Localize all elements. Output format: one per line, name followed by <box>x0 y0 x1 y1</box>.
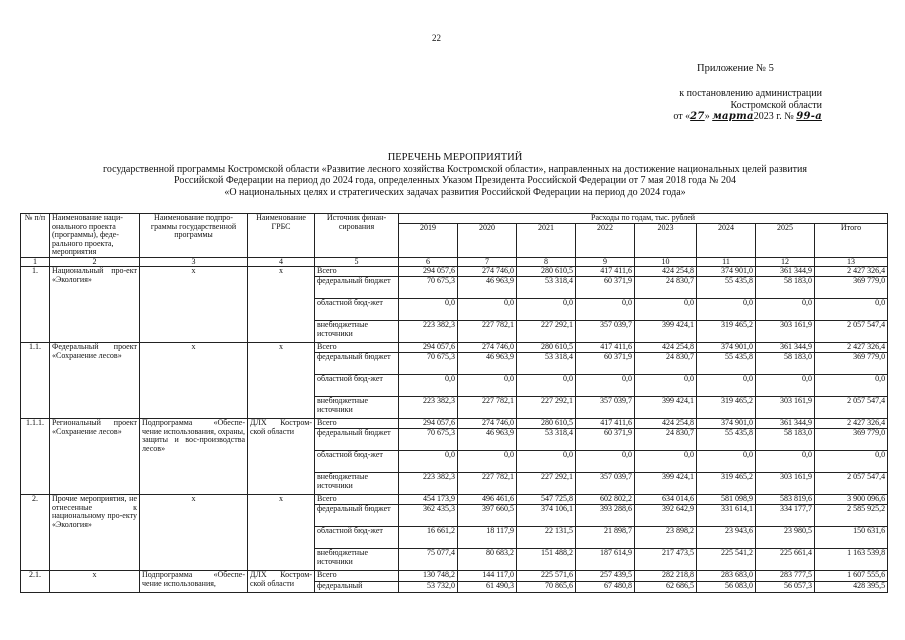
row-funding-source: областной бюд-жет <box>315 527 399 549</box>
resolution-line-1: к постановлению администрации <box>679 88 822 99</box>
row-value: 46 963,9 <box>458 353 517 375</box>
row-value: 227 782,1 <box>458 473 517 495</box>
row-value: 581 098,9 <box>697 495 756 505</box>
table-row <box>21 267 888 277</box>
row-value: 0,0 <box>399 451 458 473</box>
row-grbs: x <box>248 267 315 343</box>
row-number: 1.1. <box>21 343 50 419</box>
row-value: 227 292,1 <box>517 321 576 343</box>
row-project-name: Национальный про-ект «Экология» <box>50 267 140 343</box>
row-value: 0,0 <box>576 299 635 321</box>
row-value: 357 039,7 <box>576 473 635 495</box>
date-prefix: от « <box>673 111 691 122</box>
row-value: 374 106,1 <box>517 505 576 527</box>
row-value: 2 427 326,4 <box>815 267 888 277</box>
row-value: 80 683,2 <box>458 549 517 571</box>
header-year: 2025 <box>756 224 815 257</box>
row-value: 397 660,5 <box>458 505 517 527</box>
measures-table <box>20 213 888 593</box>
row-value: 67 480,8 <box>576 582 635 593</box>
title-heading: ПЕРЕЧЕНЬ МЕРОПРИЯТИЙ <box>387 152 523 163</box>
row-value: 55 435,8 <box>697 429 756 451</box>
column-number: 13 <box>815 257 888 267</box>
row-value: 130 748,2 <box>399 571 458 582</box>
row-value: 303 161,9 <box>756 397 815 419</box>
row-value: 0,0 <box>458 299 517 321</box>
row-value: 53 318,4 <box>517 277 576 299</box>
row-number: 2.1. <box>21 571 50 593</box>
handwritten-month: марта <box>712 111 754 122</box>
row-funding-source: внебюджетные источники <box>315 549 399 571</box>
row-funding-source: Всего <box>315 495 399 505</box>
row-value: 393 288,6 <box>576 505 635 527</box>
row-value: 357 039,7 <box>576 321 635 343</box>
row-value: 1 607 555,6 <box>815 571 888 582</box>
row-value: 2 057 547,4 <box>815 473 888 495</box>
column-number: 11 <box>697 257 756 267</box>
row-value: 22 131,5 <box>517 527 576 549</box>
header-project: Наименование наци-онального проекта (программы), феде-рального проекта, мероприятия <box>50 214 140 258</box>
row-value: 62 686,5 <box>635 582 697 593</box>
row-project-name: Региональный проект «Сохранение лесов» <box>50 419 140 495</box>
row-number: 1.1.1. <box>21 419 50 495</box>
row-value: 24 830,7 <box>635 429 697 451</box>
row-value: 225 661,4 <box>756 549 815 571</box>
row-funding-source: федеральный бюджет <box>315 353 399 375</box>
row-value: 392 642,9 <box>635 505 697 527</box>
document-title <box>40 152 870 198</box>
table-row <box>21 419 888 429</box>
row-value: 70 675,3 <box>399 277 458 299</box>
row-value: 0,0 <box>399 375 458 397</box>
column-number: 9 <box>576 257 635 267</box>
table-header-row-1 <box>21 214 888 224</box>
row-value: 294 057,6 <box>399 343 458 353</box>
row-value: 24 830,7 <box>635 277 697 299</box>
header-expenses: Расходы по годам, тыс. рублей <box>399 214 888 224</box>
table-row <box>21 495 888 505</box>
row-value: 227 292,1 <box>517 473 576 495</box>
row-value: 53 318,4 <box>517 429 576 451</box>
row-value: 424 254,8 <box>635 267 697 277</box>
header-subprogram: Наименование подпро-граммы государственной программы <box>140 214 248 258</box>
row-value: 55 435,8 <box>697 277 756 299</box>
header-year: Итого <box>815 224 888 257</box>
row-value: 280 610,5 <box>517 419 576 429</box>
row-value: 319 465,2 <box>697 473 756 495</box>
row-value: 282 218,8 <box>635 571 697 582</box>
row-value: 227 292,1 <box>517 397 576 419</box>
row-value: 417 411,6 <box>576 419 635 429</box>
row-value: 0,0 <box>697 375 756 397</box>
row-value: 21 898,7 <box>576 527 635 549</box>
row-subprogram: x <box>140 343 248 419</box>
row-value: 417 411,6 <box>576 343 635 353</box>
row-value: 374 901,0 <box>697 267 756 277</box>
column-number: 3 <box>140 257 248 267</box>
row-value: 23 980,5 <box>756 527 815 549</box>
row-value: 274 746,0 <box>458 419 517 429</box>
row-value: 23 943,6 <box>697 527 756 549</box>
row-number: 2. <box>21 495 50 571</box>
row-value: 61 490,3 <box>458 582 517 593</box>
row-value: 361 344,9 <box>756 343 815 353</box>
row-value: 16 661,2 <box>399 527 458 549</box>
row-value: 58 183,0 <box>756 353 815 375</box>
row-value: 374 901,0 <box>697 419 756 429</box>
row-value: 319 465,2 <box>697 321 756 343</box>
row-value: 1 163 539,8 <box>815 549 888 571</box>
row-value: 331 614,1 <box>697 505 756 527</box>
row-project-name: x <box>50 571 140 593</box>
row-value: 0,0 <box>697 451 756 473</box>
row-value: 399 424,1 <box>635 473 697 495</box>
row-value: 361 344,9 <box>756 419 815 429</box>
row-value: 2 057 547,4 <box>815 397 888 419</box>
row-value: 294 057,6 <box>399 267 458 277</box>
column-number: 6 <box>399 257 458 267</box>
row-value: 361 344,9 <box>756 267 815 277</box>
title-line-3: «О национальных целях и стратегических задачах развития Российской Федерации на период до 2024 года» <box>224 186 686 198</box>
row-value: 75 077,4 <box>399 549 458 571</box>
row-value: 0,0 <box>458 451 517 473</box>
row-value: 369 779,0 <box>815 277 888 299</box>
row-value: 362 435,3 <box>399 505 458 527</box>
handwritten-day: 27 <box>690 111 705 122</box>
row-value: 274 746,0 <box>458 267 517 277</box>
row-funding-source: областной бюд-жет <box>315 451 399 473</box>
row-grbs: x <box>248 343 315 419</box>
row-value: 280 610,5 <box>517 343 576 353</box>
date-suffix: » <box>704 111 710 122</box>
row-value: 283 777,5 <box>756 571 815 582</box>
row-value: 0,0 <box>576 451 635 473</box>
row-value: 23 898,2 <box>635 527 697 549</box>
row-value: 24 830,7 <box>635 353 697 375</box>
row-subprogram: x <box>140 495 248 571</box>
header-year: 2023 <box>635 224 697 257</box>
row-value: 144 117,0 <box>458 571 517 582</box>
row-value: 151 488,2 <box>517 549 576 571</box>
row-value: 225 541,2 <box>697 549 756 571</box>
row-value: 223 382,3 <box>399 397 458 419</box>
row-value: 547 725,8 <box>517 495 576 505</box>
table-row <box>21 571 888 582</box>
row-funding-source: федеральный бюджет <box>315 429 399 451</box>
row-value: 225 571,6 <box>517 571 576 582</box>
row-value: 0,0 <box>517 299 576 321</box>
row-value: 0,0 <box>517 451 576 473</box>
header-source: Источник финан-сирования <box>315 214 399 258</box>
row-funding-source: внебюджетные источники <box>315 397 399 419</box>
row-funding-source: Всего <box>315 267 399 277</box>
header-year: 2020 <box>458 224 517 257</box>
row-value: 0,0 <box>756 451 815 473</box>
row-value: 0,0 <box>458 375 517 397</box>
row-value: 319 465,2 <box>697 397 756 419</box>
row-value: 283 683,0 <box>697 571 756 582</box>
column-number: 2 <box>50 257 140 267</box>
column-number: 5 <box>315 257 399 267</box>
row-value: 2 427 326,4 <box>815 343 888 353</box>
row-value: 496 461,6 <box>458 495 517 505</box>
row-value: 274 746,0 <box>458 343 517 353</box>
header-year: 2021 <box>517 224 576 257</box>
row-funding-source: федеральный бюджет <box>315 277 399 299</box>
column-number: 10 <box>635 257 697 267</box>
header-year: 2022 <box>576 224 635 257</box>
row-value: 369 779,0 <box>815 353 888 375</box>
row-value: 58 183,0 <box>756 277 815 299</box>
row-funding-source: областной бюд-жет <box>315 299 399 321</box>
row-value: 150 631,6 <box>815 527 888 549</box>
row-value: 0,0 <box>697 299 756 321</box>
row-funding-source: областной бюд-жет <box>315 375 399 397</box>
row-value: 223 382,3 <box>399 473 458 495</box>
title-line-1: государственной программы Костромской области «Развитие лесного хозяйства Костромской области», направленных на достижение национальных целей развития <box>103 163 807 175</box>
row-funding-source: федеральный бюджет <box>315 505 399 527</box>
row-funding-source: внебюджетные источники <box>315 321 399 343</box>
column-number: 4 <box>248 257 315 267</box>
row-value: 0,0 <box>635 299 697 321</box>
row-value: 583 819,6 <box>756 495 815 505</box>
row-value: 223 382,3 <box>399 321 458 343</box>
row-value: 55 435,8 <box>697 353 756 375</box>
row-value: 227 782,1 <box>458 321 517 343</box>
row-value: 417 411,6 <box>576 267 635 277</box>
row-value: 0,0 <box>517 375 576 397</box>
row-grbs: x <box>248 495 315 571</box>
row-value: 602 802,2 <box>576 495 635 505</box>
row-value: 46 963,9 <box>458 429 517 451</box>
row-value: 3 900 096,6 <box>815 495 888 505</box>
row-value: 294 057,6 <box>399 419 458 429</box>
row-value: 399 424,1 <box>635 321 697 343</box>
row-value: 303 161,9 <box>756 473 815 495</box>
row-value: 0,0 <box>576 375 635 397</box>
row-project-name: Прочие мероприятия, не отнесенные к национальному про-екту «Экология» <box>50 495 140 571</box>
row-value: 0,0 <box>756 375 815 397</box>
row-value: 303 161,9 <box>756 321 815 343</box>
handwritten-number: 99-а <box>796 111 822 122</box>
row-value: 257 439,5 <box>576 571 635 582</box>
row-value: 369 779,0 <box>815 429 888 451</box>
column-number: 12 <box>756 257 815 267</box>
row-funding-source: внебюджетные источники <box>315 473 399 495</box>
row-funding-source: федеральный <box>315 582 399 593</box>
row-value: 2 427 326,4 <box>815 419 888 429</box>
row-value: 374 901,0 <box>697 343 756 353</box>
row-value: 428 395,5 <box>815 582 888 593</box>
row-value: 0,0 <box>815 299 888 321</box>
appendix-label: Приложение № 5 <box>697 63 774 74</box>
row-value: 0,0 <box>399 299 458 321</box>
row-value: 60 371,9 <box>576 429 635 451</box>
row-value: 0,0 <box>635 375 697 397</box>
row-value: 70 675,3 <box>399 353 458 375</box>
row-project-name: Федеральный проект «Сохранение лесов» <box>50 343 140 419</box>
column-number: 7 <box>458 257 517 267</box>
header-no: № п/п <box>21 214 50 258</box>
row-funding-source: Всего <box>315 343 399 353</box>
row-subprogram: Подпрограмма «Обеспе-чение использования, охраны, защиты и вос-производства лесов» <box>140 419 248 495</box>
row-value: 280 610,5 <box>517 267 576 277</box>
row-grbs: ДЛХ Костром-ской области <box>248 419 315 495</box>
row-funding-source: Всего <box>315 571 399 582</box>
header-year: 2019 <box>399 224 458 257</box>
header-year: 2024 <box>697 224 756 257</box>
row-value: 53 318,4 <box>517 353 576 375</box>
row-value: 0,0 <box>815 451 888 473</box>
row-value: 56 057,3 <box>756 582 815 593</box>
row-value: 454 173,9 <box>399 495 458 505</box>
table-row <box>21 343 888 353</box>
row-value: 0,0 <box>756 299 815 321</box>
row-funding-source: Всего <box>315 419 399 429</box>
row-value: 56 083,0 <box>697 582 756 593</box>
resolution-line-2: Костромской области <box>730 99 822 111</box>
row-value: 634 014,6 <box>635 495 697 505</box>
row-number: 1. <box>21 267 50 343</box>
year-text: 2023 г. № <box>753 111 794 122</box>
row-subprogram: Подпрограмма «Обеспе-чение использования, <box>140 571 248 593</box>
column-number: 1 <box>21 257 50 267</box>
column-number: 8 <box>517 257 576 267</box>
row-value: 53 732,0 <box>399 582 458 593</box>
row-grbs: ДЛХ Костром-ской области <box>248 571 315 593</box>
row-value: 217 473,5 <box>635 549 697 571</box>
row-value: 399 424,1 <box>635 397 697 419</box>
page-number: 22 <box>432 33 441 43</box>
row-value: 424 254,8 <box>635 419 697 429</box>
row-value: 2 585 925,2 <box>815 505 888 527</box>
row-value: 334 177,7 <box>756 505 815 527</box>
header-grbs: Наименование ГРБС <box>248 214 315 258</box>
row-value: 2 057 547,4 <box>815 321 888 343</box>
row-value: 70 865,6 <box>517 582 576 593</box>
title-line-2: Российской Федерации на период до 2024 года, определенных Указом Президента Российской Федерации от 7 мая 2018 года № 204 <box>174 175 736 186</box>
resolution-date-line <box>600 111 822 123</box>
row-value: 58 183,0 <box>756 429 815 451</box>
row-value: 424 254,8 <box>635 343 697 353</box>
row-value: 60 371,9 <box>576 353 635 375</box>
row-value: 227 782,1 <box>458 397 517 419</box>
row-value: 18 117,9 <box>458 527 517 549</box>
row-value: 357 039,7 <box>576 397 635 419</box>
row-subprogram: x <box>140 267 248 343</box>
row-value: 187 614,9 <box>576 549 635 571</box>
row-value: 70 675,3 <box>399 429 458 451</box>
column-numbers-row <box>21 257 888 267</box>
row-value: 60 371,9 <box>576 277 635 299</box>
row-value: 0,0 <box>815 375 888 397</box>
row-value: 0,0 <box>635 451 697 473</box>
row-value: 46 963,9 <box>458 277 517 299</box>
resolution-reference <box>600 88 822 123</box>
